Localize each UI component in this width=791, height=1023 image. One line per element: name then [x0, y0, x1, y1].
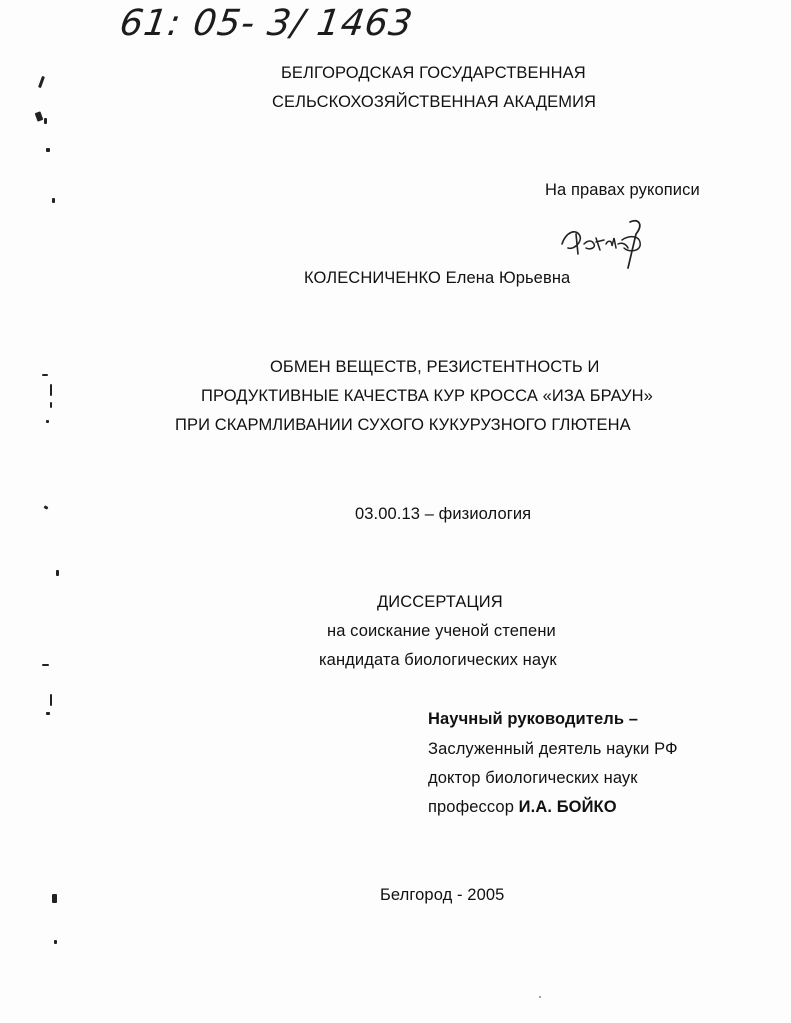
scan-speck [46, 712, 50, 715]
scan-speck [42, 664, 49, 666]
scan-speck [52, 198, 55, 203]
supervisor-title-1: Заслуженный деятель науки РФ [428, 740, 678, 758]
archive-number-handwritten: 61: 05- 3/ 1463 [117, 3, 416, 44]
degree-line-2: кандидата биологических наук [319, 651, 557, 669]
supervisor-rank-line [428, 797, 617, 817]
supervisor-name: И.А. БОЙКО [518, 798, 617, 816]
author-name: КОЛЕСНИЧЕНКО Елена Юрьевна [304, 269, 571, 287]
scan-speck [54, 940, 57, 944]
scan-speck [50, 384, 52, 396]
scan-speck [46, 148, 50, 152]
scan-speck [50, 402, 52, 408]
supervisor-heading: Научный руководитель – [428, 710, 639, 728]
title-line-3: ПРИ СКАРМЛИВАНИИ СУХОГО КУКУРУЗНОГО ГЛЮТЕНА [175, 416, 631, 434]
supervisor-title-2: доктор биологических наук [428, 769, 638, 787]
title-line-1: ОБМЕН ВЕЩЕСТВ, РЕЗИСТЕНТНОСТЬ И [270, 358, 600, 376]
scan-speck [539, 996, 541, 998]
scan-speck [52, 894, 57, 903]
manuscript-rights: На правах рукописи [545, 181, 700, 199]
scan-speck [56, 570, 59, 576]
scan-speck [50, 694, 52, 706]
scan-speck [42, 374, 48, 376]
degree-type: ДИССЕРТАЦИЯ [377, 593, 503, 611]
scan-speck [38, 76, 45, 88]
institution-line-1: БЕЛГОРОДСКАЯ ГОСУДАРСТВЕННАЯ [281, 64, 586, 82]
specialty-code: 03.00.13 – физиология [355, 505, 532, 523]
scan-speck [35, 111, 44, 122]
scan-speck [44, 505, 49, 510]
place-year: Белгород - 2005 [380, 886, 505, 904]
scan-speck [44, 118, 47, 124]
title-line-2: ПРОДУКТИВНЫЕ КАЧЕСТВА КУР КРОССА «ИЗА БРАУН» [201, 387, 653, 405]
handwritten-signature-icon [556, 214, 652, 272]
degree-line-1: на соискание ученой степени [327, 622, 556, 640]
supervisor-rank: профессор [428, 798, 519, 816]
scan-speck [46, 420, 49, 423]
institution-line-2: СЕЛЬСКОХОЗЯЙСТВЕННАЯ АКАДЕМИЯ [272, 93, 597, 111]
